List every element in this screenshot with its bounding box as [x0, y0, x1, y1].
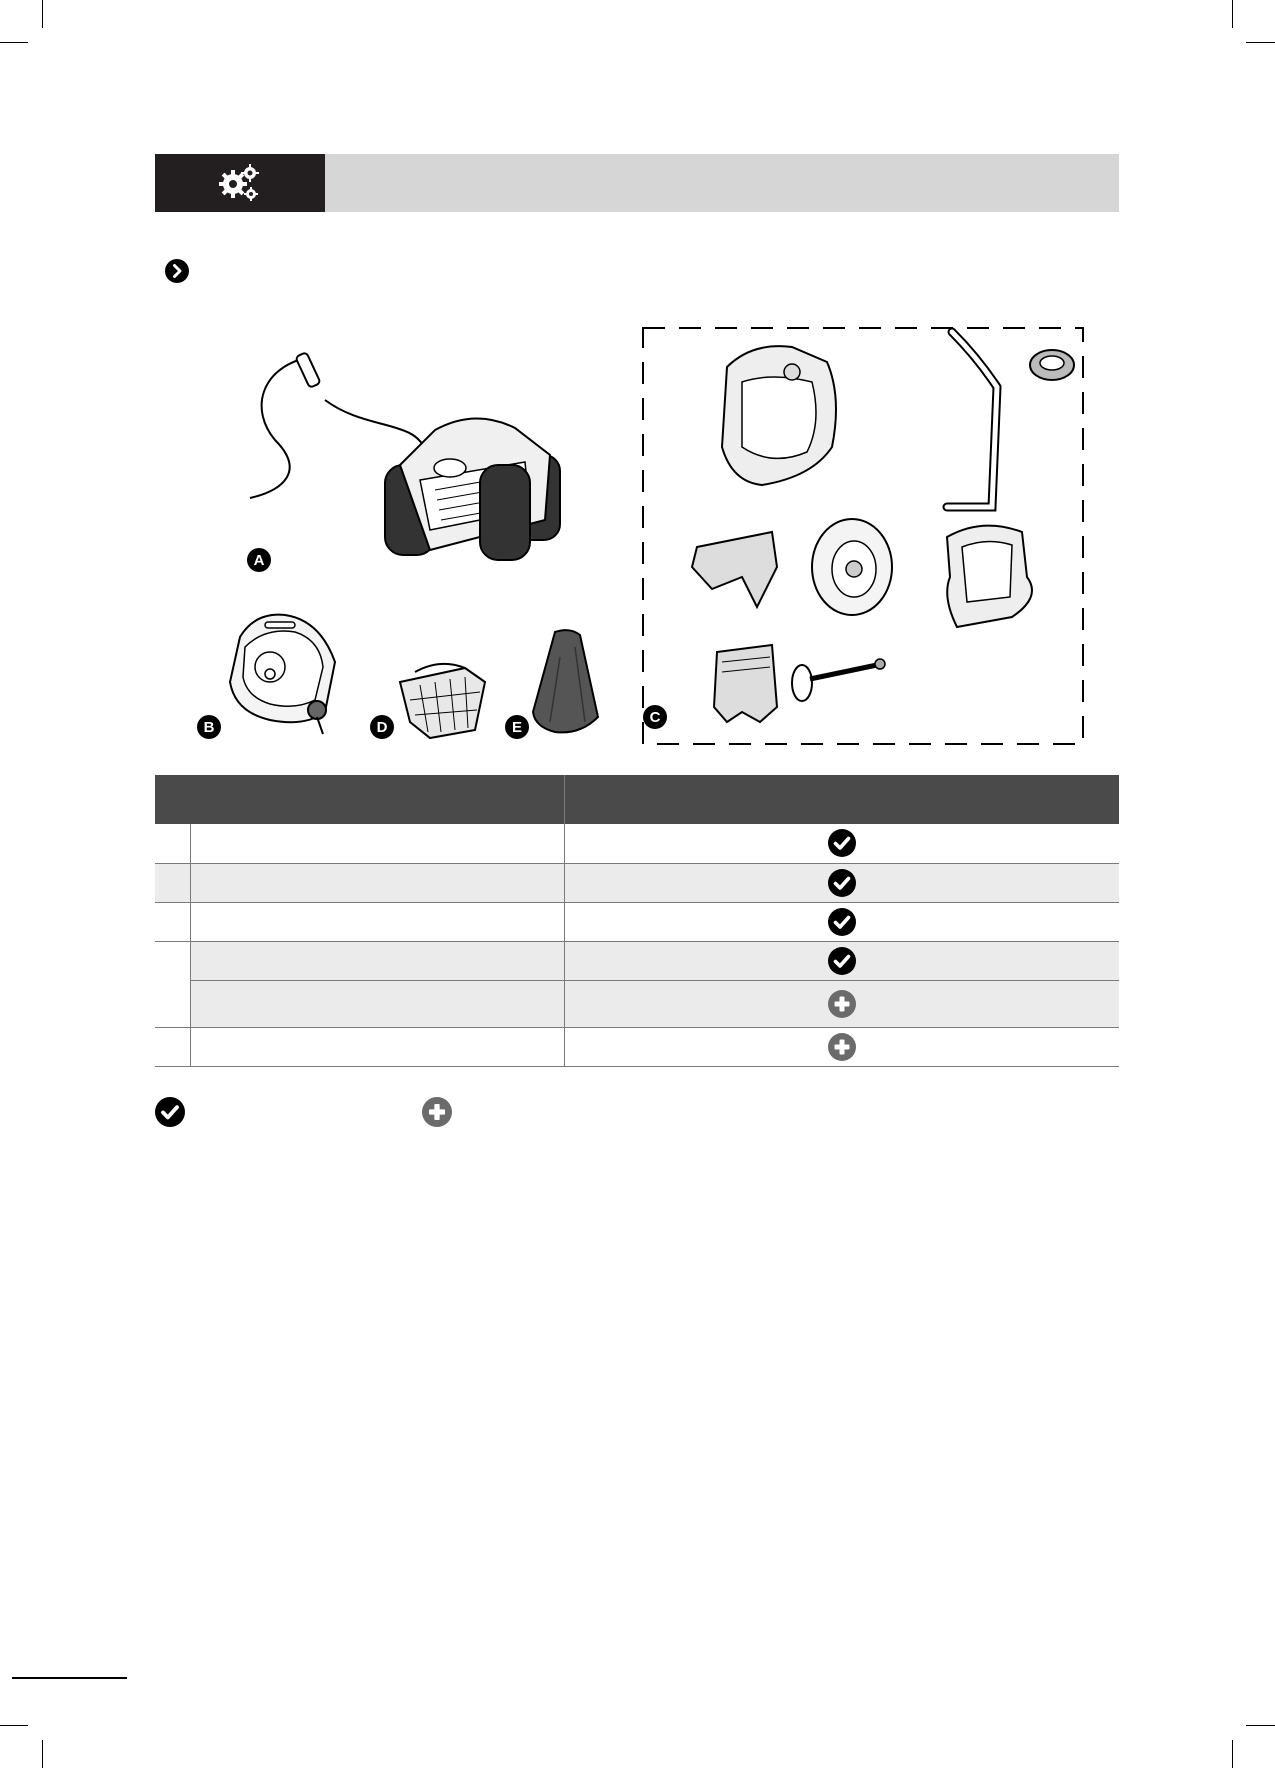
check-circle-icon [828, 829, 856, 857]
check-circle-icon [828, 869, 856, 897]
table-header-item [155, 775, 565, 824]
plus-circle-icon [422, 1097, 452, 1127]
row-status [565, 824, 1120, 863]
label-text: D [376, 719, 388, 736]
table-row [155, 941, 1119, 980]
label-badge-a [247, 548, 271, 572]
crop-mark [42, 0, 43, 28]
row-item-name [190, 902, 565, 941]
row-item-name [190, 941, 565, 980]
table-row [155, 902, 1119, 941]
plus-circle-icon [828, 990, 856, 1018]
gears-icon [218, 161, 262, 205]
label-badge-c [643, 705, 667, 729]
row-item-name [190, 863, 565, 902]
crop-mark [1232, 0, 1233, 28]
label-text: A [253, 552, 265, 569]
plus-circle-icon [828, 1033, 856, 1061]
row-letter [155, 941, 190, 1027]
section-header-badge [155, 154, 325, 212]
check-circle-icon [828, 908, 856, 936]
package-contents-table [155, 775, 1119, 1067]
control-box-illustration [225, 612, 345, 737]
page-footer-rule [12, 1677, 127, 1679]
crop-mark [1246, 1725, 1275, 1726]
table-header-row [155, 775, 1119, 824]
row-item-name [190, 1027, 565, 1066]
check-circle-icon [828, 947, 856, 975]
row-letter [155, 863, 190, 902]
label-text: C [649, 709, 661, 726]
check-circle-icon [155, 1097, 185, 1127]
row-status [565, 863, 1120, 902]
row-status [565, 980, 1120, 1027]
crop-mark [42, 1740, 43, 1768]
accessories-frame [642, 327, 1084, 745]
row-letter [155, 1027, 190, 1066]
label-badge-e [505, 715, 529, 739]
crop-mark [1246, 42, 1275, 43]
row-status [565, 941, 1120, 980]
row-item-name [190, 980, 565, 1027]
table-header-model [565, 775, 1120, 824]
label-badge-d [370, 715, 394, 739]
table-row [155, 1027, 1119, 1066]
robot-cleaner-illustration [245, 350, 575, 580]
label-text: B [203, 719, 215, 736]
row-letter [155, 902, 190, 941]
crop-mark [0, 1725, 28, 1726]
filter-basket-illustration [395, 660, 490, 740]
row-status [565, 902, 1120, 941]
row-status [565, 1027, 1120, 1066]
crop-mark [0, 42, 28, 43]
label-text: E [511, 719, 523, 736]
label-badge-b [197, 715, 221, 739]
protective-cover-illustration [530, 627, 605, 737]
table-row [155, 980, 1119, 1027]
table-row [155, 863, 1119, 902]
table-row [155, 824, 1119, 863]
row-letter [155, 824, 190, 863]
chevron-right-circle-icon [165, 259, 189, 283]
crop-mark [1232, 1740, 1233, 1768]
row-item-name [190, 824, 565, 863]
